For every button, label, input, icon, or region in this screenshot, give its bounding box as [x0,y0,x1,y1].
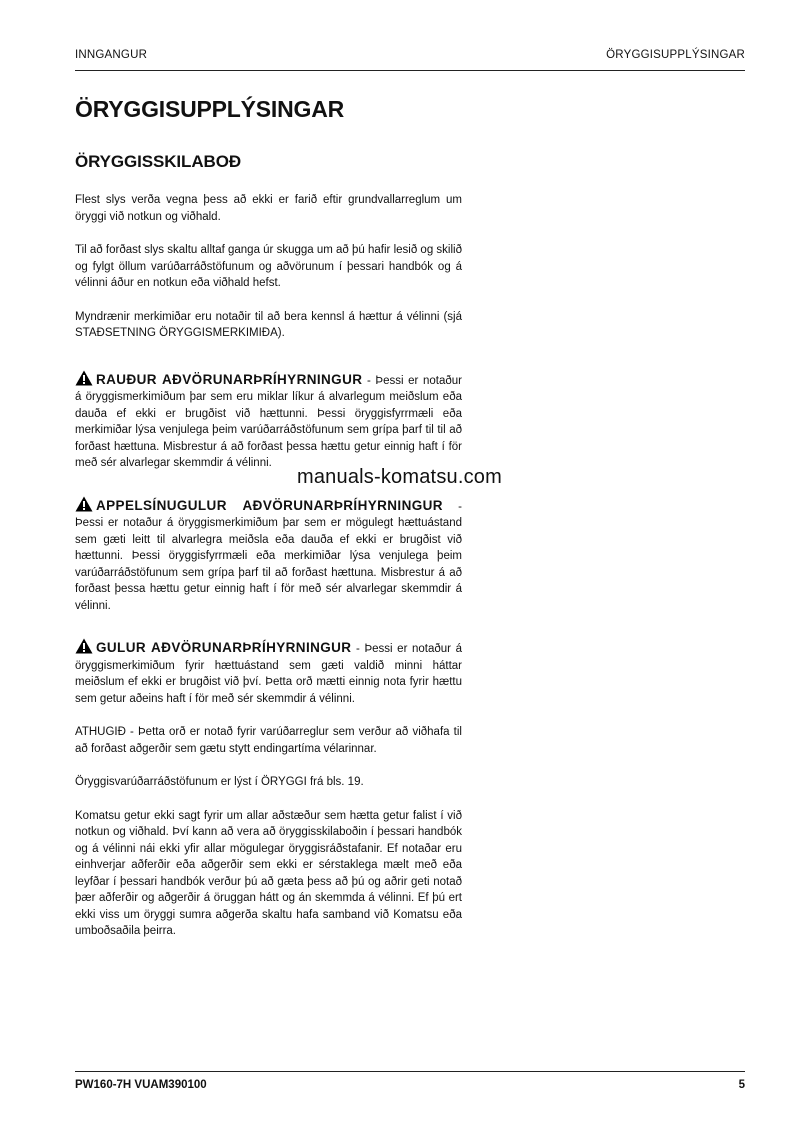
yellow-warning-block [75,638,462,707]
header-section-label: INNGANGUR [75,49,148,61]
paragraph-athugid: ATHUGIÐ - Þetta orð er notað fyrir varúðarreglur sem verður að viðhafa til að forðast aðgerðir sem gætu stytt endingartíma vélarinnar. [75,726,462,755]
page-header [75,49,745,65]
paragraph-avoid-accidents: Til að forðast slys skaltu alltaf ganga úr skugga um að þú hafir lesið og skilið og fylgt öllum varúðarráðstöfunum og aðvörunum í þessari handbók og á vélinni áður en notkun eða viðhald hefst. [75,244,462,289]
warning-triangle-icon [75,496,93,512]
body-text [75,192,462,957]
page-title: ÖRYGGISUPPLÝSINGAR [75,96,345,122]
warning-triangle-icon [75,370,93,386]
red-warning-block [75,370,462,472]
footer-model-code: PW160-7H VUAM390100 [75,1079,207,1091]
paragraph-safety-reference: Öryggisvarúðarráðstöfunum er lýst í ÖRYGGI frá bls. 19. [75,776,364,788]
page-footer [75,1079,745,1097]
yellow-warning-text: - Þessi er notaður á öryggismerkimiðum fyrir hættuástand sem gæti valdið minni háttar meiðslum ef ekki er brugðist við því. Þetta orð mætti einnig nota fyrir hættu sem getur aðeins haft í för með sér skemmdir á vélinni. [75,643,462,705]
orange-warning-text: - Þessi er notaður á öryggismerkimiðum þar sem er mögulegt hættuástand sem gæti leitt til alvarlegra meiðsla eða dauða ef ekki er brugðist við hættunni. Þessi öryggisfyrrmæli eða merkimiðar lýsa venjulega þeim varúðarráðstöfunum sem grípa þarf til að forðast hættuna. Misbrestur á að forðast þessa hættu getur einnig haft í för með sér alvarlegar skemmdir á vélinni. [75,500,462,612]
orange-warning-heading: APPELSÍNUGULUR AÐVÖRUNARÞRÍHYRNINGUR [96,497,443,513]
section-subtitle: ÖRYGGISSKILABOÐ [75,152,241,171]
paragraph-intro: Flest slys verða vegna þess að ekki er farið eftir grundvallarreglum um öryggi við notkun og viðhald. [75,194,462,223]
yellow-warning-heading: GULUR AÐVÖRUNARÞRÍHYRNINGUR [96,640,352,655]
warning-triangle-icon [75,638,93,654]
paragraph-labels: Myndrænir merkimiðar eru notaðir til að bera kennsl á hættur á vélinni (sjá STAÐSETNING ÖRYGGISMERKIMIÐA). [75,310,462,339]
red-warning-text: - Þessi er notaður á öryggismerkimiðum þar sem eru miklar líkur á alvarlegum meiðslum eða dauða ef ekki er brugðist við hættunni. Þessi öryggisfyrrmæli eða merkimiðar lýsa venjulega þeim varúðarráðstöfunum sem grípa þarf til til að forðast hættuna. Misbrestur á að forðast þessa hættu getur einnig haft í för með sér alvarlegar skemmdir á vélinni. [75,374,462,469]
footer-rule [75,1071,745,1072]
header-rule [75,70,745,71]
paragraph-komatsu-disclaimer: Komatsu getur ekki sagt fyrir um allar aðstæður sem hætta getur falist í við notkun og viðhald. Því kann að vera að öryggisskilaboðin í þessari handbók og á vélinni nái ekki yfir allar mögulegar öryggisráðstafanir. Ef notaðar eru einhverjar aðferðir eða aðgerðir sem ekki er sérstaklega mælt með eða leyfðar í þessari handbók verður þú að gæta þess að þú og aðrir geti notað þær aðferðir og aðgerðir á öruggan hátt og án skemmda á vélinni. Ef þú ert ekki viss um öryggi sumra aðgerða skaltu hafa samband við Komatsu eða umboðsaðila þeirra. [75,809,462,937]
header-chapter-label: ÖRYGGISUPPLÝSINGAR [606,49,745,61]
red-warning-heading: RAUÐUR AÐVÖRUNARÞRÍHYRNINGUR [96,371,363,387]
page-number: 5 [738,1079,745,1091]
watermark-text: manuals-komatsu.com [297,466,502,488]
orange-warning-block [75,496,462,615]
